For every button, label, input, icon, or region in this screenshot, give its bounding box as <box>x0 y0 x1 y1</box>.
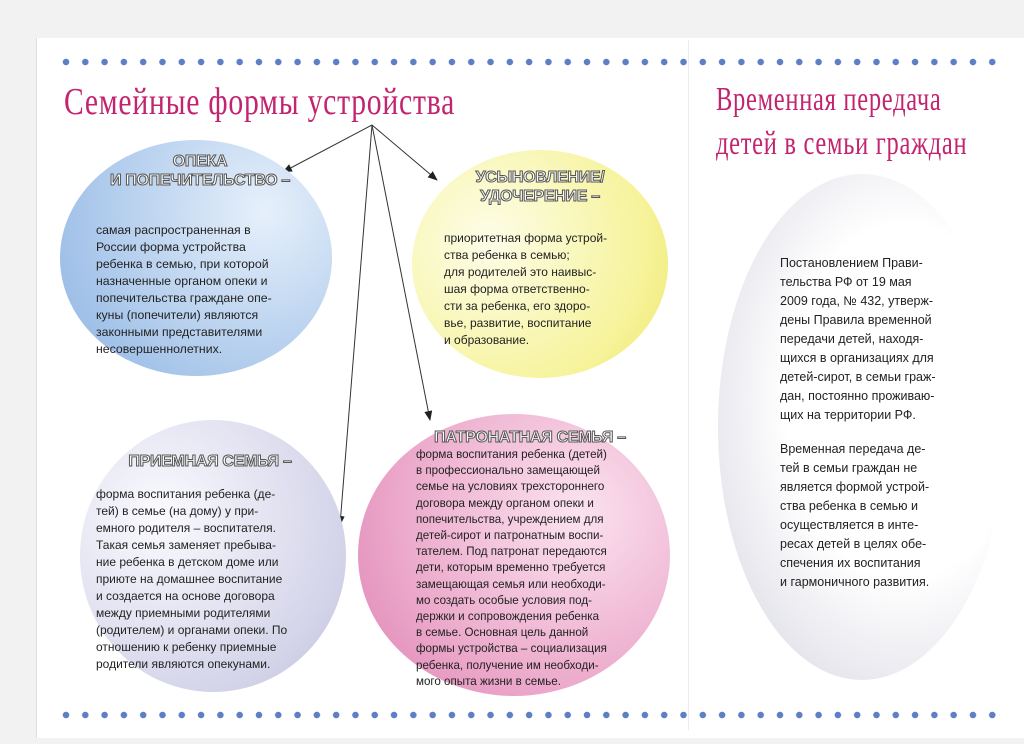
temporary-paragraph-1: Постановлением Прави- тельства РФ от 19 мая 2009 года, № 432, утверж- дены Правила временной передачи детей, находя- щихся в организациях для детей-сирот, в семьи граж- дан, постоянно проживаю- щих на территории РФ. <box>780 256 936 422</box>
foster-text: форма воспитания ребенка (де- тей) в семье (на дому) у при- емного родителя – воспитателя. Такая семья заменяет пребыва- ние ребенка в детском доме или приюте на домашнее воспитание и создается на основе договора между приемными родителями (родителем) и органами опеки. По отношению к ребенку приемные родители являются опекунами. <box>96 487 288 671</box>
right-title: Временная передача детей в семьи граждан <box>716 81 968 162</box>
arrow-foster <box>340 125 372 525</box>
temporary-paragraph-2: Временная передача де- тей в семьи граждан не является формой устрой- ства ребенка в семью и осуществляется в инте- ресах детей в целях обе- спечения их воспитания и гармоничного развития. <box>780 442 930 589</box>
opeka-heading: ОПЕКА И ПОПЕЧИТЕЛЬСТВО – <box>109 153 291 189</box>
left-title: Семейные формы устройства <box>64 81 456 123</box>
patronage-heading: ПАТРОНАТНАЯ СЕМЬЯ – <box>434 429 626 446</box>
adoption-text: приоритетная форма устрой- ства ребенка в семью; для родителей это наивыс- шая форма ответственно- сти за ребенка, его здоро- вье, развитие, воспитание и образование. <box>444 231 608 347</box>
patronage-text: форма воспитания ребенка (детей) в профессионально замещающей семье на условиях трехстороннего договора между органом опеки и попечительства, учреждением для детей-сирот и патронатным воспи- тателем. Под патронат передаются дети, которым временно требуется замещающая семья или необходи- мо создать особые условия под- держки и сопровождения ребенка в семье. Основная цель данной формы устройства – социализация ребенка, получение им необходи- мого опыта жизни в семье. <box>416 448 607 688</box>
adoption-heading: УСЫНОВЛЕНИЕ/ УДОЧЕРЕНИЕ – <box>475 169 605 205</box>
arrow-adoption <box>372 125 437 180</box>
temporary-ellipse <box>718 174 1006 680</box>
opeka-text: самая распространенная в России форма устройства ребенка в семью, при которой назначенные органом опеки и попечительства граждане опе- куны (попечители) являются законными представителями несовершеннолетних. <box>96 223 272 356</box>
foster-heading: ПРИЕМНАЯ СЕМЬЯ – <box>128 453 292 470</box>
